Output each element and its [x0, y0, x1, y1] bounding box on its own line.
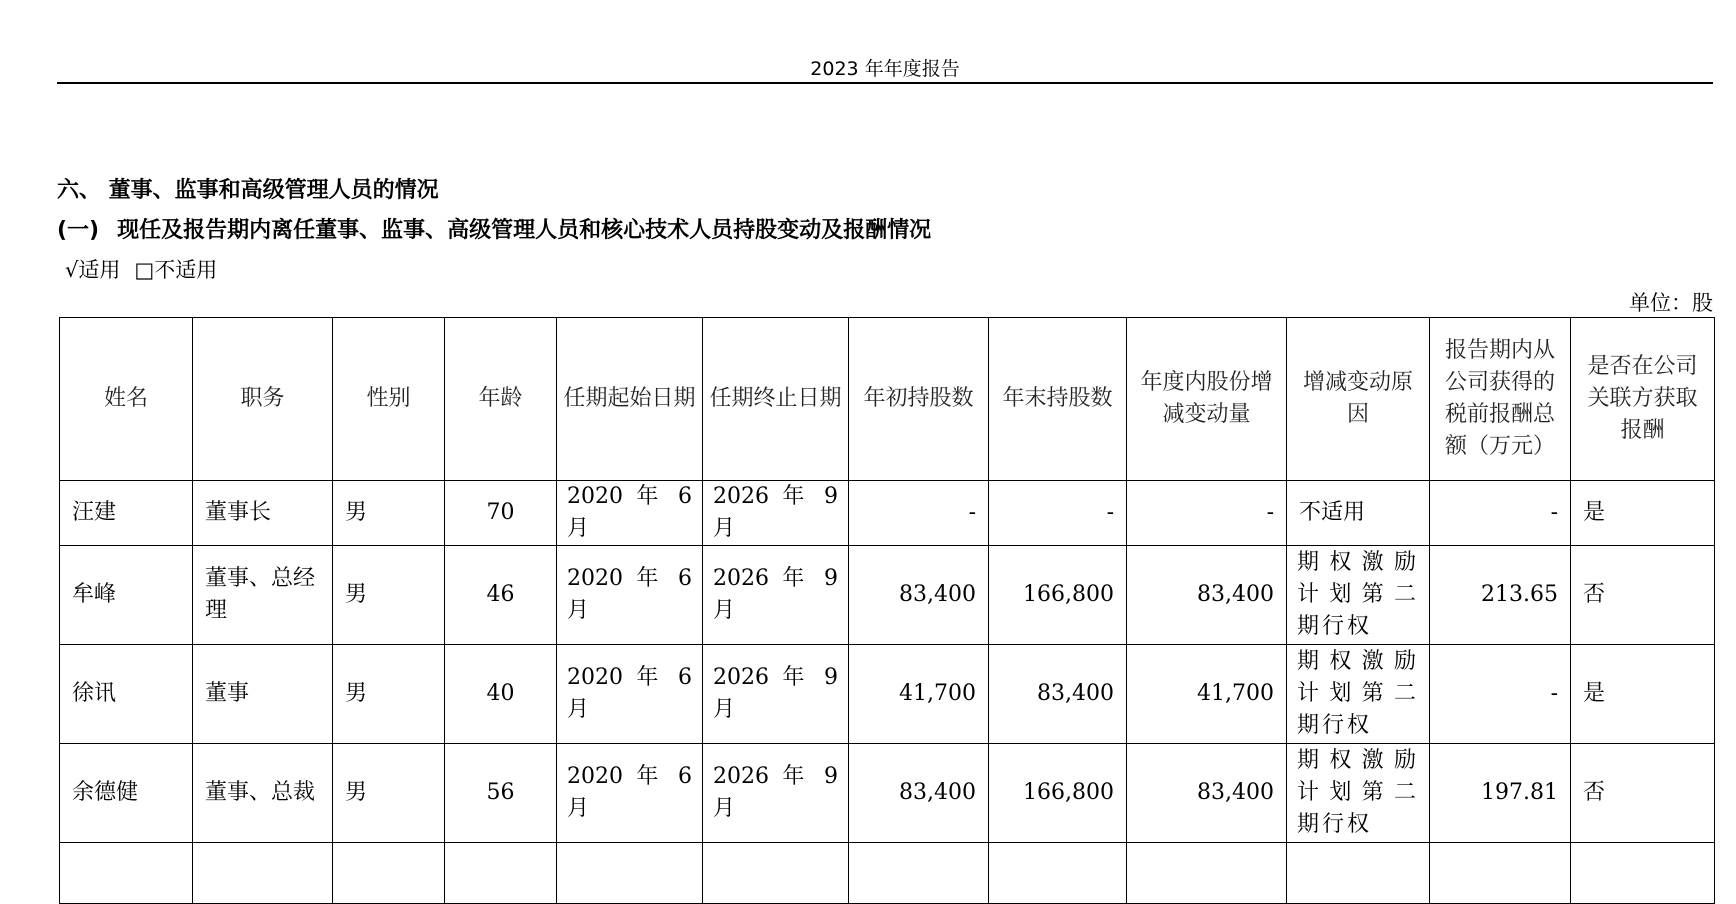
cell-related-pay: 是: [1571, 481, 1715, 546]
cell-share-change: 83,400: [1127, 546, 1287, 645]
cell-change-reason: 期权激励计划第二期行权: [1287, 744, 1430, 843]
cell-related-pay: 否: [1571, 546, 1715, 645]
cell-pay: -: [1430, 645, 1571, 744]
cell-begin-shares: 83,400: [849, 546, 989, 645]
cell-end-shares: -: [989, 481, 1127, 546]
column-header: 任期终止日期: [703, 318, 849, 481]
subsection-number: (一): [57, 218, 100, 243]
cell-share-change: 83,400: [1127, 744, 1287, 843]
cell-age: 40: [445, 645, 557, 744]
cell-title: 董事: [193, 645, 333, 744]
subsection-title: [57, 213, 931, 244]
column-header: 年度内股份增减变动量: [1127, 318, 1287, 481]
table-row-partial: [60, 843, 1715, 904]
not-applicable-option: □不适用: [134, 258, 218, 282]
cell-start-date: 2020 年 6 月: [557, 744, 703, 843]
table-row: [60, 645, 1715, 744]
table-header-row: [60, 318, 1715, 481]
cell-name: 汪建: [60, 481, 193, 546]
cell-start-date: 2020 年 6 月: [557, 481, 703, 546]
cell-begin-shares: 83,400: [849, 744, 989, 843]
cell-change-reason: 不适用: [1287, 481, 1430, 546]
cell-age: 70: [445, 481, 557, 546]
cell-start-date: 2020 年 6 月: [557, 546, 703, 645]
cell-gender: 男: [333, 645, 445, 744]
cell-title: 董事、总经理: [193, 546, 333, 645]
cell-name: 余德健: [60, 744, 193, 843]
column-header: 报告期内从公司获得的税前报酬总额（万元）: [1430, 318, 1571, 481]
cell-pay: -: [1430, 481, 1571, 546]
applicable-option: √适用: [65, 258, 121, 282]
cell-name: 徐讯: [60, 645, 193, 744]
header-rule: [57, 82, 1713, 84]
unit-label: 单位：股: [1629, 291, 1713, 315]
cell-end-date: 2026 年 9 月: [703, 744, 849, 843]
cell-title: 董事长: [193, 481, 333, 546]
cell-end-shares: 166,800: [989, 546, 1127, 645]
column-header: 性别: [333, 318, 445, 481]
cell-title: 董事、总裁: [193, 744, 333, 843]
section-title: 六、 董事、监事和高级管理人员的情况: [57, 178, 439, 203]
cell-pay: 213.65: [1430, 546, 1571, 645]
cell-end-date: 2026 年 9 月: [703, 546, 849, 645]
cell-end-shares: 166,800: [989, 744, 1127, 843]
column-header: 任期起始日期: [557, 318, 703, 481]
table-row: [60, 744, 1715, 843]
cell-gender: 男: [333, 481, 445, 546]
cell-share-change: -: [1127, 481, 1287, 546]
cell-change-reason: 期权激励计划第二期行权: [1287, 645, 1430, 744]
cell-end-date: 2026 年 9 月: [703, 481, 849, 546]
cell-related-pay: 否: [1571, 744, 1715, 843]
column-header: 姓名: [60, 318, 193, 481]
shareholding-table: [59, 317, 1715, 904]
cell-gender: 男: [333, 744, 445, 843]
cell-name: 牟峰: [60, 546, 193, 645]
cell-age: 46: [445, 546, 557, 645]
column-header: 是否在公司关联方获取报酬: [1571, 318, 1715, 481]
cell-begin-shares: 41,700: [849, 645, 989, 744]
column-header: 年初持股数: [849, 318, 989, 481]
applicability-options: [65, 254, 217, 284]
cell-begin-shares: -: [849, 481, 989, 546]
cell-related-pay: 是: [1571, 645, 1715, 744]
table-row: [60, 481, 1715, 546]
column-header: 年末持股数: [989, 318, 1127, 481]
column-header: 增减变动原因: [1287, 318, 1430, 481]
subsection-text: 现任及报告期内离任董事、监事、高级管理人员和核心技术人员持股变动及报酬情况: [117, 218, 932, 243]
cell-end-date: 2026 年 9 月: [703, 645, 849, 744]
page-header: 2023 年年度报告: [810, 58, 960, 80]
cell-age: 56: [445, 744, 557, 843]
table-row: [60, 546, 1715, 645]
cell-end-shares: 83,400: [989, 645, 1127, 744]
cell-change-reason: 期权激励计划第二期行权: [1287, 546, 1430, 645]
cell-share-change: 41,700: [1127, 645, 1287, 744]
cell-start-date: 2020 年 6 月: [557, 645, 703, 744]
cell-pay: 197.81: [1430, 744, 1571, 843]
column-header: 年龄: [445, 318, 557, 481]
column-header: 职务: [193, 318, 333, 481]
cell-gender: 男: [333, 546, 445, 645]
